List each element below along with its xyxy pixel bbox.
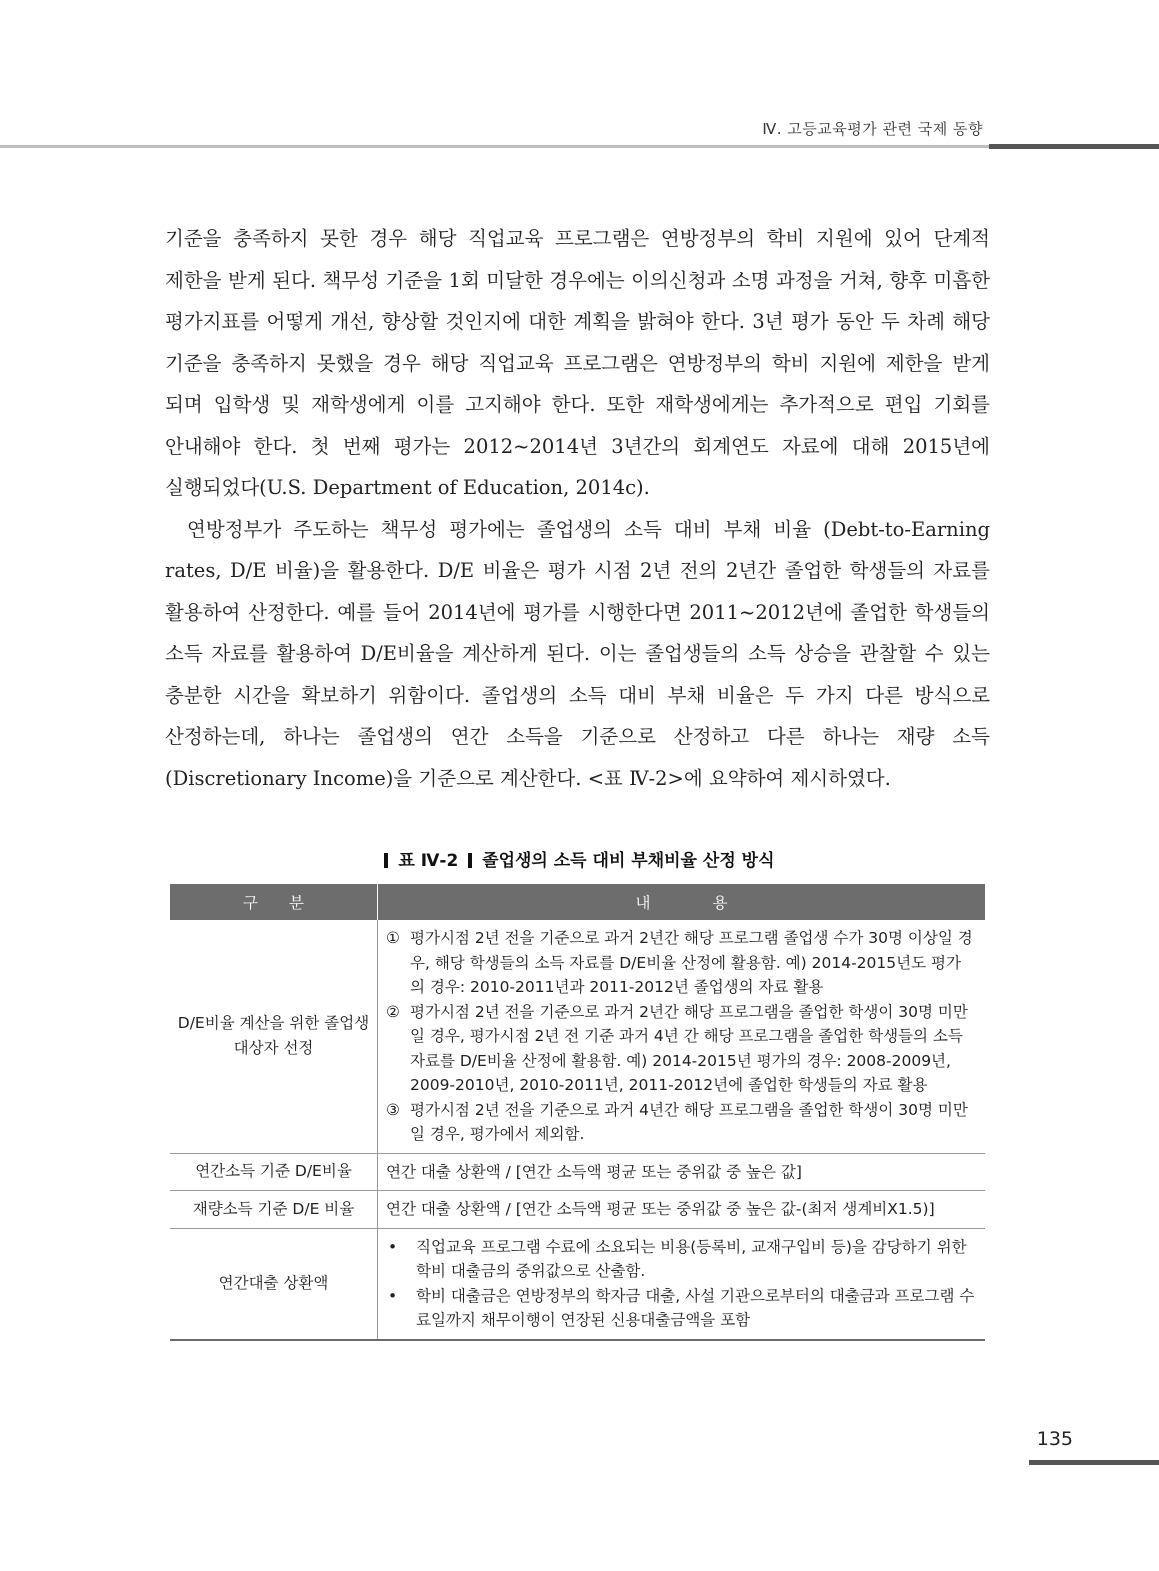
table-header-row [170, 884, 985, 920]
caption-bar-left [384, 853, 388, 868]
row-content: 연간 대출 상환액 / [연간 소득액 평균 또는 중위값 중 높은 값-(최저 생계비X1.5)] [378, 1191, 986, 1229]
de-ratio-table [170, 884, 985, 1341]
header-rule [0, 145, 1159, 148]
list-item [386, 926, 975, 1000]
item-text: 직업교육 프로그램 수료에 소요되는 비용(등록비, 교재구입비 등)을 감당하기 위한 학비 대출금의 중위값으로 산출함. [416, 1237, 967, 1280]
item-text: 평가시점 2년 전을 기준으로 과거 2년간 해당 프로그램 졸업생 수가 30명 이상일 경우, 해당 학생들의 소득 자료를 D/E비율 산정에 활용함. 예) 2014-2015년도 평가의 경우: 2010-2011년과 2011-2012년 졸업생의 자료 활용 [410, 929, 973, 996]
item-text: 학비 대출금은 연방정부의 학자금 대출, 사설 기관으로부터의 대출금과 프로그램 수료일까지 채무이행이 연장된 신용대출금액을 포함 [416, 1286, 975, 1329]
row-label: 연간소득 기준 D/E비율 [170, 1153, 378, 1191]
list-item [386, 1098, 975, 1147]
item-marker: ② [386, 1002, 400, 1021]
table-row [170, 1153, 985, 1191]
body-text [165, 218, 990, 799]
running-header-title: Ⅳ. 고등교육평가 관련 국제 동향 [762, 120, 983, 138]
list-item [386, 1000, 975, 1098]
table-row [170, 1191, 985, 1229]
item-marker: ③ [386, 1100, 400, 1119]
caption-title: 졸업생의 소득 대비 부채비율 산정 방식 [482, 851, 775, 871]
item-marker: ① [386, 929, 400, 947]
row-label: 연간대출 상환액 [170, 1228, 378, 1340]
bullet-icon: • [388, 1237, 398, 1256]
item-text: 평가시점 2년 전을 기준으로 과거 2년간 해당 프로그램을 졸업한 학생이 30명 미만일 경우, 평가시점 2년 전 기준 과거 4년 간 해당 프로그램을 졸업한 학생들의 소득 자료를 D/E비율 산정에 활용함. 예) 2014-2015년 평가의 경우: 2008-2009년, 2009-2010년, 2010-2011년, 2011-2012년에 졸업한 학생들의 자료 활용 [410, 1002, 968, 1094]
bullet-icon: • [388, 1286, 398, 1305]
caption-bar-right [468, 853, 472, 868]
table-row [170, 1228, 985, 1340]
row-label: 재량소득 기준 D/E 비율 [170, 1191, 378, 1229]
paragraph-1: 기준을 충족하지 못한 경우 해당 직업교육 프로그램은 연방정부의 학비 지원에 있어 단계적 제한을 받게 된다. 책무성 기준을 1회 미달한 경우에는 이의신청과 소명 과정을 거쳐, 향후 미흡한 평가지표를 어떻게 개선, 향상할 것인지에 대한 계획을 밝혀야 한다. 3년 평가 동안 두 차례 해당 기준을 충족하지 못했을 경우 해당 직업교육 프로그램은 연방정부의 학비 지원에 제한을 받게 되며 입학생 및 재학생에게 이를 고지해야 한다. 또한 재학생에게는 추가적으로 편입 기회를 안내해야 한다. 첫 번째 평가는 2012~2014년 3년간의 회계연도 자료에 대해 2015년에 실행되었다(U.S. Department of Education, 2014c). [165, 227, 990, 499]
table-row [170, 920, 985, 1153]
item-text: 평가시점 2년 전을 기준으로 과거 4년간 해당 프로그램을 졸업한 학생이 30명 미만일 경우, 평가에서 제외함. [410, 1100, 968, 1143]
footer-rule [1029, 1460, 1159, 1465]
list-item [386, 1235, 975, 1284]
row-content [378, 920, 986, 1153]
row-label: D/E비율 계산을 위한 졸업생 대상자 선정 [170, 920, 378, 1153]
paragraph-2: 연방정부가 주도하는 책무성 평가에는 졸업생의 소득 대비 부채 비율 (Debt-to-Earning rates, D/E 비율)을 활용한다. D/E 비율은 평가 시점 2년 전의 2년간 졸업한 학생들의 자료를 활용하여 산정한다. 예를 들어 2014년에 평가를 시행한다면 2011~2012년에 졸업한 학생들의 소득 자료를 활용하여 D/E비율을 계산하게 된다. 이는 졸업생들의 소득 상승을 관찰할 수 있는 충분한 시간을 확보하기 위함이다. 졸업생의 소득 대비 부채 비율은 두 가지 다른 방식으로 산정하는데, 하나는 졸업생의 연간 소득을 기준으로 산정하고 다른 하나는 재량 소득 (Discretionary Income)을 기준으로 계산한다. <표 Ⅳ-2>에 요약하여 제시하였다. [165, 517, 990, 790]
list-item [386, 1284, 975, 1333]
caption-label: 표 Ⅳ-2 [398, 851, 459, 871]
header-content: 내 용 [378, 884, 986, 920]
page-number: 135 [1036, 1428, 1073, 1450]
row-content [378, 1228, 986, 1340]
header-rule-accent [989, 144, 1159, 149]
table-caption [170, 846, 985, 871]
header-category: 구 분 [170, 884, 378, 920]
row-content: 연간 대출 상환액 / [연간 소득액 평균 또는 중위값 중 높은 값] [378, 1153, 986, 1191]
